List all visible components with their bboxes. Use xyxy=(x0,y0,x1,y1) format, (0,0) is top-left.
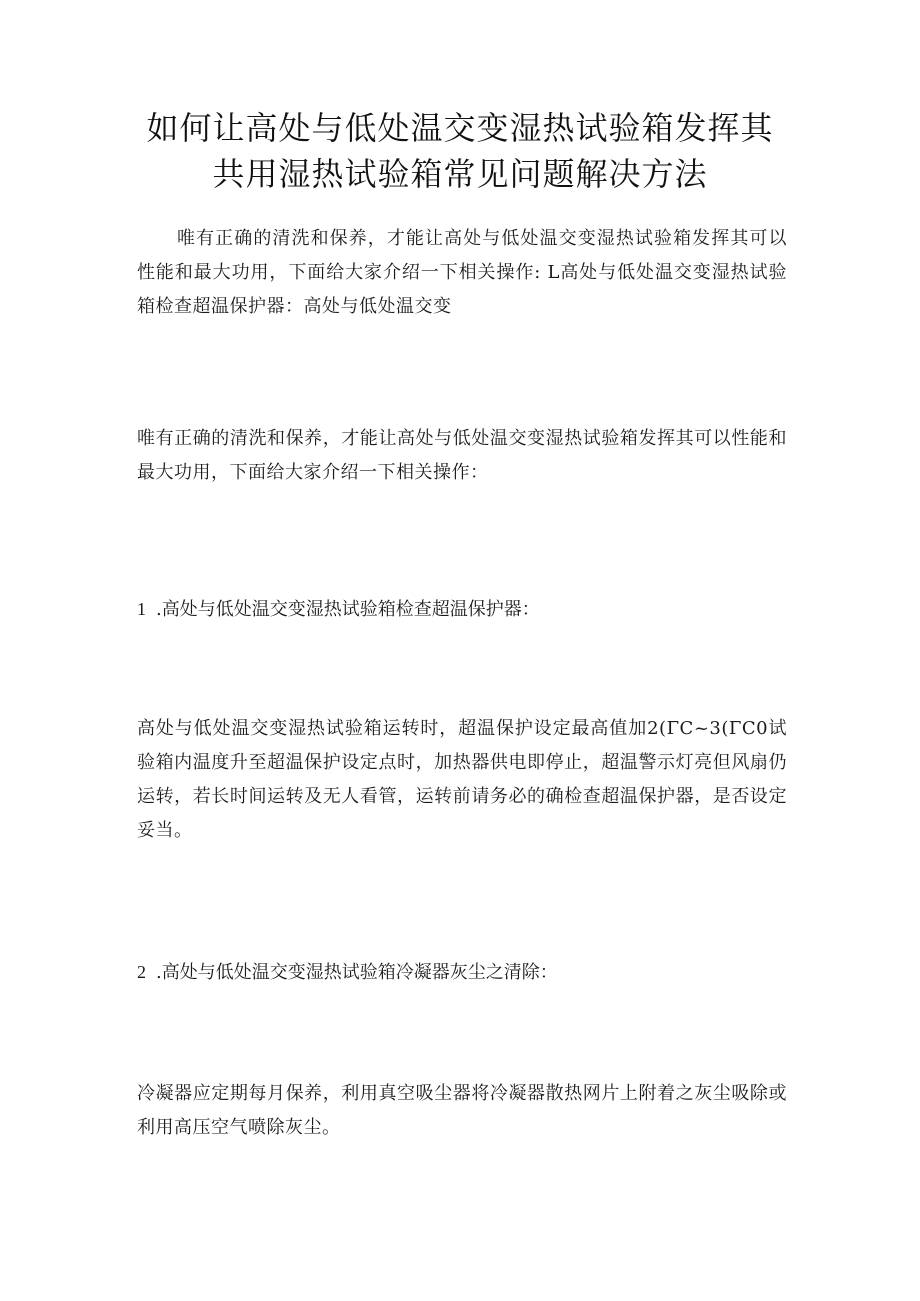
section-2-heading xyxy=(137,955,787,990)
section-2-body: 冷凝器应定期每月保养，利用真空吸尘器将冷凝器散热网片上附着之灰尘吸除或利用高压空气喷除灰尘。 xyxy=(137,1083,787,1138)
intro-paragraph: 唯有正确的清洗和保养，才能让高处与低处温交变湿热试验箱发挥其可以性能和最大功用，下面给大家介绍一下相关操作: L高处与低处温交变湿热试验箱检查超温保护器：高处与低处温交变 xyxy=(137,228,787,317)
section-2-heading-text: .高处与低处温交变湿热试验箱冷凝器灰尘之清除： xyxy=(156,962,558,983)
section-1-heading xyxy=(137,592,787,627)
document-title-line-2: 共用湿热试验箱常见问题解决方法 xyxy=(212,155,708,193)
section-1-body: 高处与低处温交变湿热试验箱运转时，超温保护设定最高值加2(ΓC~3(ΓC0试验箱内温度升至超温保护设定点时，加热器供电即停止，超温警示灯亮但风扇仍运转，若长时间运转及无人看管，运转前请务必的确检查超温保护器，是否设定妥当。 xyxy=(137,718,787,841)
document-title-line-1: 如何让高处与低处温交变湿热试验箱发挥其 xyxy=(146,109,774,147)
paragraph-2: 唯有正确的清洗和保养，才能让高处与低处温交变湿热试验箱发挥其可以性能和最大功用，下面给大家介绍一下相关操作： xyxy=(137,428,787,483)
section-2-number: 2 xyxy=(137,962,146,982)
section-1-number: 1 xyxy=(137,599,146,619)
section-1-heading-text: .高处与低处温交变湿热试验箱检查超温保护器： xyxy=(156,599,540,620)
